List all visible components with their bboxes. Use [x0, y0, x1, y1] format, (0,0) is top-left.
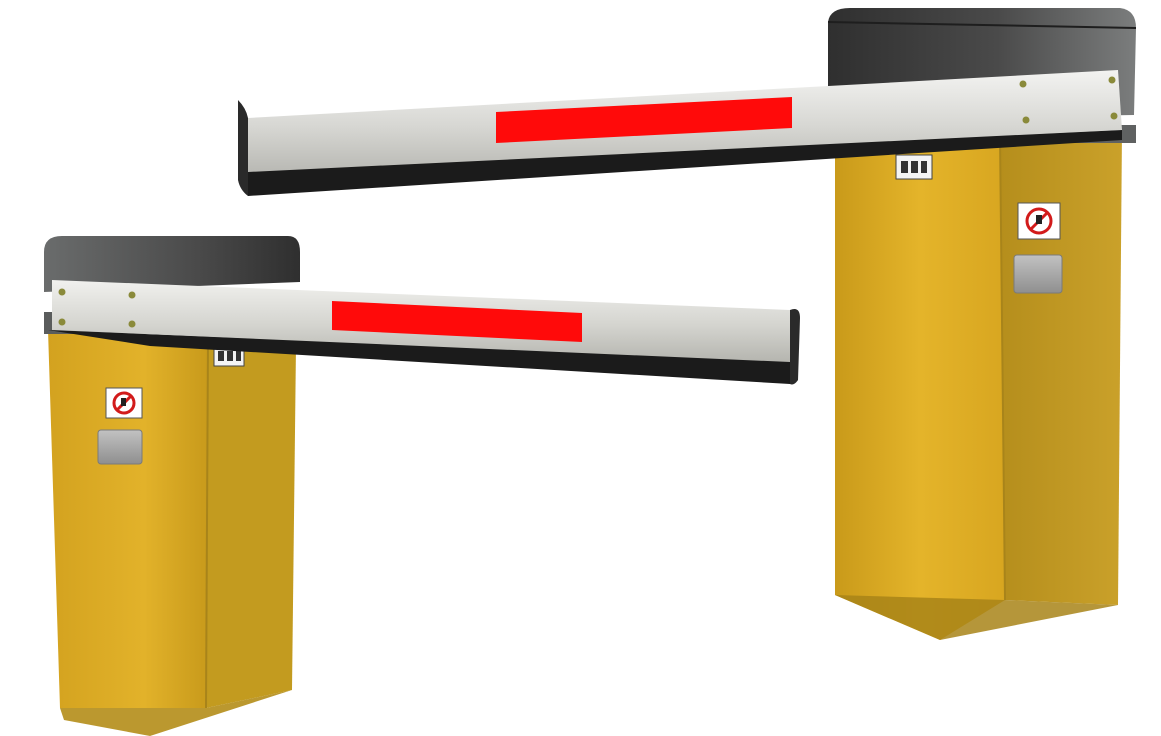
right-cabinet-side [1000, 130, 1122, 605]
warning-sticker-icon [1018, 203, 1060, 239]
left-barrier-gate [44, 236, 800, 736]
left-cabinet-side [206, 338, 296, 708]
warning-sticker-icon [106, 388, 142, 418]
right-cabinet [835, 130, 1122, 640]
left-cabinet-front [48, 330, 208, 708]
right-cabinet-front [835, 135, 1005, 640]
access-plate-icon [98, 430, 142, 464]
right-id-tag [896, 155, 932, 179]
access-plate-icon [1014, 255, 1062, 293]
left-cabinet [48, 330, 296, 736]
